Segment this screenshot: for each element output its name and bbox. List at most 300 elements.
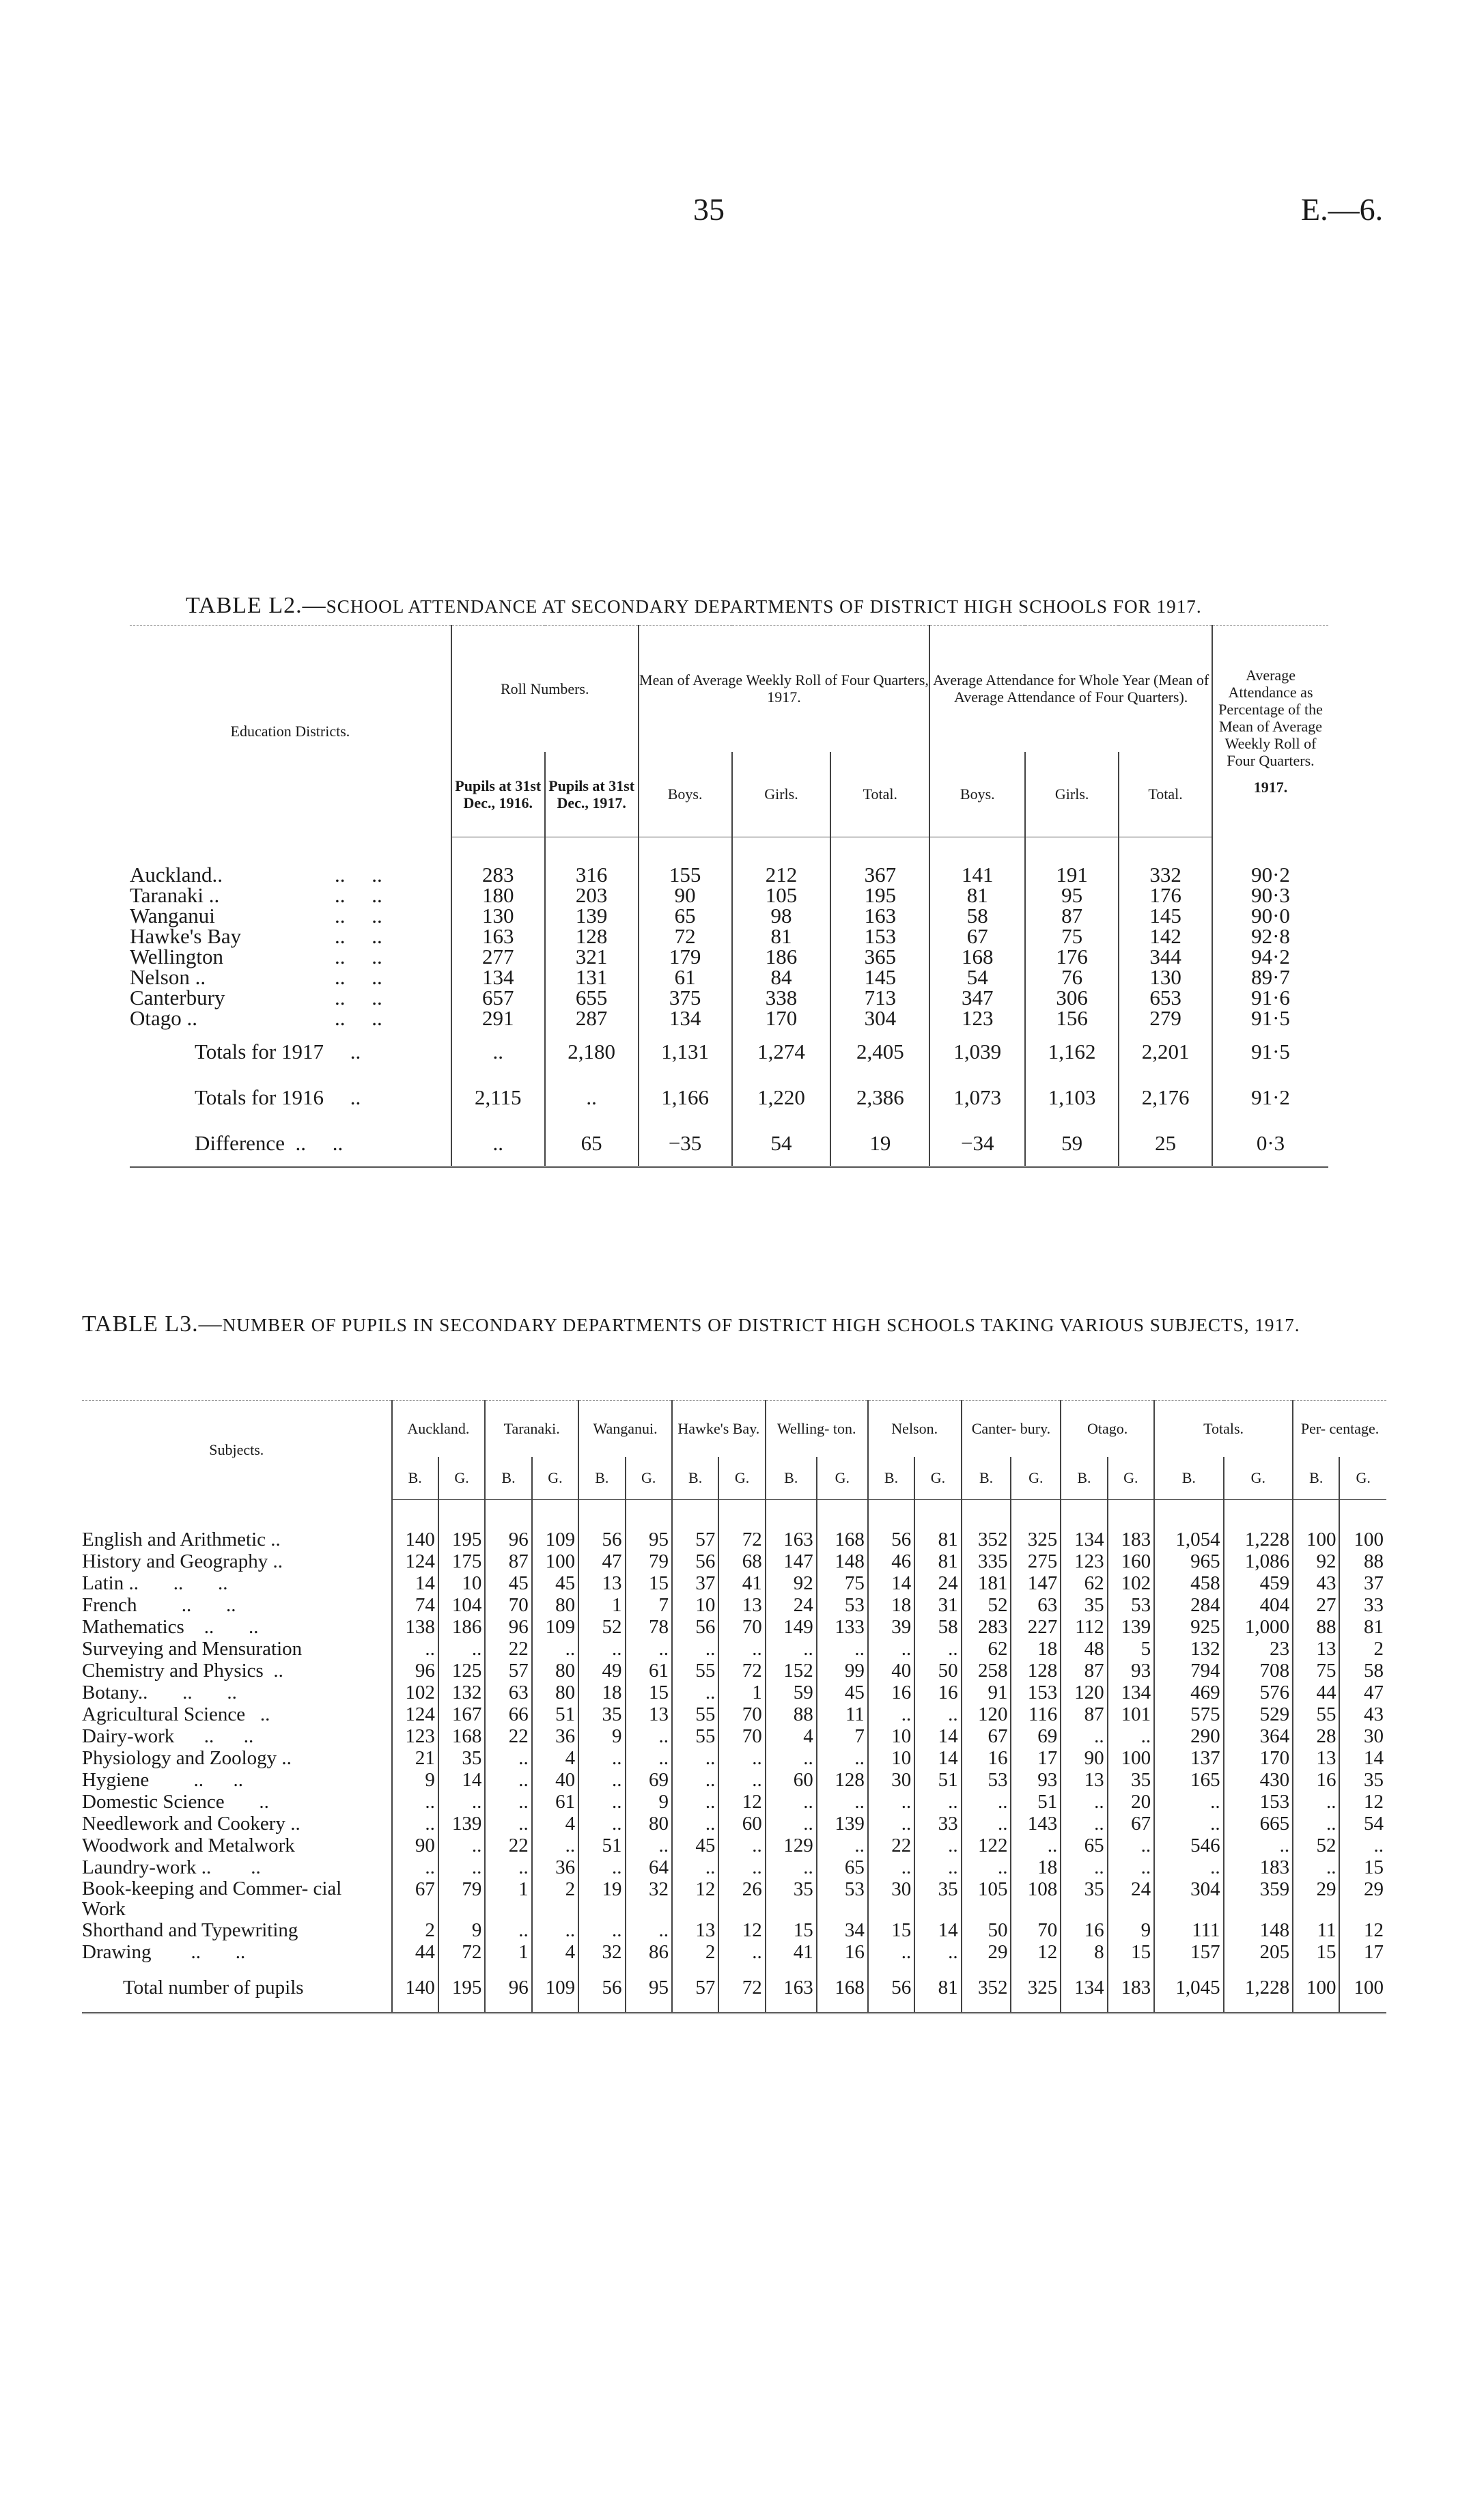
- subject-cell: 52: [578, 1616, 625, 1638]
- total-pupils-cell: 72: [718, 1963, 765, 2014]
- subject-cell: 29: [1293, 1878, 1339, 1919]
- subject-cell: 51: [532, 1703, 578, 1725]
- subject-cell: 74: [392, 1594, 438, 1616]
- subject-cell: 139: [817, 1813, 868, 1835]
- subject-cell: 32: [578, 1941, 625, 1963]
- subject-cell: 35: [766, 1878, 817, 1919]
- subject-cell: 32: [626, 1878, 672, 1919]
- subject-cell: 54: [1339, 1813, 1386, 1835]
- subject-cell: ..: [1061, 1856, 1107, 1878]
- subject-cell: ..: [766, 1638, 817, 1660]
- table-l3: [82, 1400, 1386, 2014]
- cell-at: 653: [1119, 988, 1212, 1008]
- subject-cell: ..: [817, 1835, 868, 1856]
- cell-mt: 365: [830, 947, 929, 967]
- subject-cell: 133: [817, 1616, 868, 1638]
- total-roll1916: ..: [451, 1120, 545, 1167]
- subject-cell: 46: [868, 1550, 914, 1572]
- header-mean-roll: Mean of Average Weekly Roll of Four Quarters, 1917.: [639, 626, 930, 752]
- header-percentage-year: 1917.: [1253, 779, 1288, 796]
- subject-cell: 69: [1011, 1725, 1061, 1747]
- subject-cell: ..: [962, 1813, 1011, 1835]
- district-name: [130, 865, 451, 885]
- subject-cell: 258: [962, 1660, 1011, 1682]
- subject-cell: 4: [766, 1725, 817, 1747]
- subject-cell: 60: [766, 1769, 817, 1791]
- cell-mb: 61: [639, 967, 732, 988]
- cell-ag: 176: [1025, 947, 1119, 967]
- subject-cell: 45: [532, 1572, 578, 1594]
- subject-cell: 65: [817, 1856, 868, 1878]
- subject-cell: 18: [1011, 1856, 1061, 1878]
- header-girls: G.: [1011, 1457, 1061, 1500]
- subject-cell: ..: [868, 1813, 914, 1835]
- subject-cell: 13: [672, 1919, 718, 1941]
- subject-cell: 168: [438, 1725, 485, 1747]
- subject-cell: ..: [766, 1791, 817, 1813]
- leader-dots: .. ..: [335, 1006, 382, 1030]
- table-l2-label: TABLE L2.—: [186, 593, 326, 618]
- subject-cell: ..: [578, 1638, 625, 1660]
- subject-cell: 123: [1061, 1550, 1107, 1572]
- subject-cell: ..: [1061, 1791, 1107, 1813]
- total-pupils-label: Total number of pupils: [123, 1976, 304, 1998]
- subject-cell: ..: [868, 1638, 914, 1660]
- subject-cell: 9: [1108, 1919, 1154, 1941]
- subject-cell: 92: [1293, 1550, 1339, 1572]
- total-pupils-cell: 195: [438, 1963, 485, 2014]
- subject-cell: 16: [817, 1941, 868, 1963]
- subject-cell: 147: [766, 1550, 817, 1572]
- subject-cell: 55: [1293, 1703, 1339, 1725]
- subject-cell: 14: [914, 1919, 961, 1941]
- subject-cell: 576: [1224, 1682, 1293, 1703]
- subject-cell: 13: [1293, 1747, 1339, 1769]
- subject-cell: 14: [392, 1572, 438, 1594]
- header-subjects: Subjects.: [209, 1441, 264, 1458]
- subject-cell: ..: [392, 1856, 438, 1878]
- total-mg: 54: [732, 1120, 831, 1167]
- total-ab: 1,073: [929, 1074, 1025, 1120]
- total-mb: 1,131: [639, 1029, 732, 1074]
- cell-pct: 92·8: [1212, 926, 1328, 947]
- cell-ab: 347: [929, 988, 1025, 1008]
- subject-cell: 31: [914, 1594, 961, 1616]
- header-girls: G.: [1224, 1457, 1293, 1500]
- subject-cell: ..: [672, 1791, 718, 1813]
- cell-pct: 94·2: [1212, 947, 1328, 967]
- header-group: Nelson.: [868, 1401, 962, 1457]
- total-at: 2,176: [1119, 1074, 1212, 1120]
- subject-cell: ..: [532, 1919, 578, 1941]
- total-pupils-cell: 1,228: [1224, 1963, 1293, 2014]
- cell-mt: 145: [830, 967, 929, 988]
- header-boys: B.: [1293, 1457, 1339, 1500]
- subject-cell: ..: [626, 1725, 672, 1747]
- subject-cell: ..: [1011, 1835, 1061, 1856]
- header-avg-attendance: Average Attendance for Whole Year (Mean of Average Attendance of Four Quarters).: [929, 626, 1212, 752]
- cell-at: 145: [1119, 906, 1212, 926]
- total-ag: 1,103: [1025, 1074, 1119, 1120]
- subject-cell: 18: [1011, 1638, 1061, 1660]
- table-l3-row: [82, 1769, 1386, 1791]
- subject-cell: 352: [962, 1529, 1011, 1550]
- subject-cell: 359: [1224, 1878, 1293, 1919]
- subject-cell: 57: [672, 1529, 718, 1550]
- table-l3-row: [82, 1835, 1386, 1856]
- subject-cell: 1,086: [1224, 1550, 1293, 1572]
- header-girls: G.: [626, 1457, 672, 1500]
- subject-cell: 404: [1224, 1594, 1293, 1616]
- subject-cell: 61: [532, 1791, 578, 1813]
- subject-cell: 53: [1108, 1594, 1154, 1616]
- subject-cell: 163: [766, 1529, 817, 1550]
- subject-name: Domestic Science ..: [82, 1790, 269, 1813]
- subject-cell: ..: [914, 1856, 961, 1878]
- subject-cell: 70: [718, 1616, 765, 1638]
- table-l3-row: [82, 1660, 1386, 1682]
- subject-cell: ..: [485, 1747, 531, 1769]
- subject-cell: 72: [438, 1941, 485, 1963]
- cell-mt: 163: [830, 906, 929, 926]
- subject-cell: ..: [578, 1919, 625, 1941]
- header-percentage-text: Average Attendance as Percentage of the Mean of Average Weekly Roll of Four Quarters.: [1218, 667, 1323, 770]
- subject-cell: 160: [1108, 1550, 1154, 1572]
- subject-cell: 14: [438, 1769, 485, 1791]
- subject-cell: 132: [1154, 1638, 1224, 1660]
- cell-ag: 75: [1025, 926, 1119, 947]
- subject-cell: 2: [392, 1919, 438, 1941]
- header-girls: G.: [914, 1457, 961, 1500]
- subject-cell: 35: [1339, 1769, 1386, 1791]
- table-l2-row: [130, 967, 1328, 988]
- subject-name: Needlework and Cookery ..: [82, 1812, 300, 1835]
- subject-cell: ..: [578, 1856, 625, 1878]
- subject-cell: 48: [1061, 1638, 1107, 1660]
- subject-cell: 104: [438, 1594, 485, 1616]
- subject-cell: 14: [868, 1572, 914, 1594]
- cell-roll1916: 134: [451, 967, 545, 988]
- subject-cell: 87: [1061, 1703, 1107, 1725]
- table-l3-row: [82, 1725, 1386, 1747]
- subject-cell: 109: [532, 1529, 578, 1550]
- subject-cell: 1: [718, 1682, 765, 1703]
- subject-cell: 43: [1339, 1703, 1386, 1725]
- cell-mg: 84: [732, 967, 831, 988]
- subject-cell: 9: [578, 1725, 625, 1747]
- subject-cell: 70: [1011, 1919, 1061, 1941]
- table-l2-total-row: [130, 1029, 1328, 1074]
- table-l3-row: [82, 1813, 1386, 1835]
- subject-cell: ..: [718, 1769, 765, 1791]
- subject-cell: 37: [672, 1572, 718, 1594]
- total-pupils-cell: 1,045: [1154, 1963, 1224, 2014]
- total-roll1917: 65: [545, 1120, 639, 1167]
- subject-cell: 50: [914, 1660, 961, 1682]
- subject-cell: 325: [1011, 1529, 1061, 1550]
- subject-cell: 53: [962, 1769, 1011, 1791]
- header-group: Per- centage.: [1293, 1401, 1386, 1457]
- district-name: [130, 885, 451, 906]
- subject-name: English and Arithmetic ..: [82, 1528, 281, 1550]
- table-l3-row: [82, 1941, 1386, 1963]
- total-pupils-cell: 183: [1108, 1963, 1154, 2014]
- subject-cell: 96: [485, 1529, 531, 1550]
- subject-cell: ..: [914, 1941, 961, 1963]
- subject-cell: 12: [718, 1919, 765, 1941]
- leader-dots: .. ..: [335, 904, 382, 928]
- subject-cell: ..: [438, 1791, 485, 1813]
- district-name: [130, 967, 451, 988]
- subject-cell: 63: [1011, 1594, 1061, 1616]
- subject-cell: 14: [1339, 1747, 1386, 1769]
- district-label: Nelson ..: [130, 965, 206, 989]
- subject-cell: 13: [1061, 1769, 1107, 1791]
- subject-cell: 1,054: [1154, 1529, 1224, 1550]
- subject-cell: ..: [1293, 1791, 1339, 1813]
- total-mb: 1,166: [639, 1074, 732, 1120]
- subject-cell: 101: [1108, 1703, 1154, 1725]
- total-label: Totals for 1916 ..: [195, 1085, 361, 1109]
- subject-cell: 51: [914, 1769, 961, 1791]
- subject-cell: 80: [532, 1682, 578, 1703]
- header-boys: B.: [1154, 1457, 1224, 1500]
- table-l3-row: [82, 1856, 1386, 1878]
- total-mt: 2,386: [830, 1074, 929, 1120]
- total-pct: 0·3: [1212, 1120, 1328, 1167]
- district-label: Wanganui: [130, 904, 215, 928]
- table-l2: [130, 625, 1328, 1168]
- subject-cell: 88: [1339, 1550, 1386, 1572]
- subject-cell: 40: [532, 1769, 578, 1791]
- subject-cell: ..: [868, 1856, 914, 1878]
- subject-cell: 65: [1061, 1835, 1107, 1856]
- subject-cell: ..: [672, 1638, 718, 1660]
- subject-cell: 109: [532, 1616, 578, 1638]
- subject-cell: 24: [1108, 1878, 1154, 1919]
- subject-cell: 120: [962, 1703, 1011, 1725]
- subject-name: Mathematics .. ..: [82, 1615, 259, 1638]
- header-boys: B.: [485, 1457, 531, 1500]
- total-label: Totals for 1917 ..: [195, 1039, 361, 1063]
- subject-cell: 152: [766, 1660, 817, 1682]
- subject-cell: ..: [626, 1835, 672, 1856]
- total-ag: 1,162: [1025, 1029, 1119, 1074]
- subject-cell: ..: [1061, 1813, 1107, 1835]
- subject-cell: 35: [1061, 1878, 1107, 1919]
- subject-cell: 10: [672, 1594, 718, 1616]
- cell-at: 332: [1119, 865, 1212, 885]
- total-pupils-cell: 325: [1011, 1963, 1061, 2014]
- subject-cell: 153: [1224, 1791, 1293, 1813]
- subject-cell: 665: [1224, 1813, 1293, 1835]
- subject-cell: 93: [1011, 1769, 1061, 1791]
- subject-cell: 4: [532, 1813, 578, 1835]
- subject-cell: 165: [1154, 1769, 1224, 1791]
- subject-cell: 30: [868, 1878, 914, 1919]
- table-l3-row: [82, 1550, 1386, 1572]
- subject-cell: 17: [1339, 1941, 1386, 1963]
- subject-cell: 100: [532, 1550, 578, 1572]
- subject-cell: ..: [626, 1638, 672, 1660]
- header-group: Canter- bury.: [962, 1401, 1061, 1457]
- subject-cell: 16: [868, 1682, 914, 1703]
- total-mt: 2,405: [830, 1029, 929, 1074]
- subject-cell: 4: [532, 1941, 578, 1963]
- header-mean-total: Total.: [830, 752, 929, 837]
- leader-dots: .. ..: [335, 945, 382, 969]
- subject-cell: 56: [868, 1529, 914, 1550]
- subject-cell: ..: [626, 1919, 672, 1941]
- district-label: Wellington: [130, 945, 223, 969]
- subject-cell: 30: [868, 1769, 914, 1791]
- subject-cell: ..: [1154, 1813, 1224, 1835]
- subject-cell: ..: [672, 1813, 718, 1835]
- subject-cell: 56: [672, 1616, 718, 1638]
- total-ag: 59: [1025, 1120, 1119, 1167]
- subject-cell: 96: [485, 1616, 531, 1638]
- subject-cell: 60: [718, 1813, 765, 1835]
- cell-ab: 141: [929, 865, 1025, 885]
- cell-pct: 91·5: [1212, 1008, 1328, 1029]
- header-att-girls: Girls.: [1025, 752, 1119, 837]
- subject-cell: 55: [672, 1660, 718, 1682]
- subject-cell: 794: [1154, 1660, 1224, 1682]
- total-roll1917: ..: [545, 1074, 639, 1120]
- subject-cell: 29: [1339, 1878, 1386, 1919]
- subject-cell: ..: [1154, 1791, 1224, 1813]
- subject-cell: 22: [868, 1835, 914, 1856]
- subject-cell: 100: [1108, 1747, 1154, 1769]
- total-pupils-cell: 81: [914, 1963, 961, 2014]
- subject-name: Botany.. .. ..: [82, 1681, 237, 1703]
- subject-cell: 22: [485, 1835, 531, 1856]
- subject-cell: 62: [1061, 1572, 1107, 1594]
- cell-mg: 81: [732, 926, 831, 947]
- subject-cell: 58: [914, 1616, 961, 1638]
- table-l2-caption: [186, 593, 1202, 619]
- cell-at: 130: [1119, 967, 1212, 988]
- subject-cell: 2: [672, 1941, 718, 1963]
- subject-cell: ..: [1108, 1856, 1154, 1878]
- cell-pct: 90·2: [1212, 865, 1328, 885]
- subject-cell: 87: [1061, 1660, 1107, 1682]
- subject-cell: 335: [962, 1550, 1011, 1572]
- subject-cell: 102: [392, 1682, 438, 1703]
- subject-cell: 80: [626, 1813, 672, 1835]
- total-pupils-cell: 96: [485, 1963, 531, 2014]
- subject-cell: 12: [1339, 1919, 1386, 1941]
- table-l3-row: [82, 1616, 1386, 1638]
- subject-cell: ..: [766, 1813, 817, 1835]
- cell-roll1916: 163: [451, 926, 545, 947]
- total-at: 25: [1119, 1120, 1212, 1167]
- subject-cell: 81: [914, 1529, 961, 1550]
- cell-mb: 134: [639, 1008, 732, 1029]
- subject-cell: 546: [1154, 1835, 1224, 1856]
- subject-cell: ..: [532, 1835, 578, 1856]
- subject-cell: 1: [485, 1878, 531, 1919]
- cell-mb: 65: [639, 906, 732, 926]
- subject-cell: 132: [438, 1682, 485, 1703]
- subject-cell: 56: [672, 1550, 718, 1572]
- subject-cell: 129: [766, 1835, 817, 1856]
- cell-ag: 191: [1025, 865, 1119, 885]
- subject-cell: ..: [1154, 1856, 1224, 1878]
- subject-cell: 67: [392, 1878, 438, 1919]
- subject-cell: ..: [817, 1638, 868, 1660]
- table-l2-row: [130, 906, 1328, 926]
- cell-roll1916: 291: [451, 1008, 545, 1029]
- cell-pct: 90·3: [1212, 885, 1328, 906]
- subject-cell: ..: [766, 1856, 817, 1878]
- subject-cell: ..: [532, 1638, 578, 1660]
- total-pupils-cell: 109: [532, 1963, 578, 2014]
- table-l3-header-groups: [82, 1401, 1386, 1457]
- cell-ab: 168: [929, 947, 1025, 967]
- subject-name: Physiology and Zoology ..: [82, 1746, 292, 1769]
- subject-cell: 138: [392, 1616, 438, 1638]
- header-group: Taranaki.: [485, 1401, 578, 1457]
- subject-cell: 34: [817, 1919, 868, 1941]
- header-pupils-1916: Pupils at 31st Dec., 1916.: [451, 752, 545, 837]
- subject-cell: 965: [1154, 1550, 1224, 1572]
- subject-cell: 95: [626, 1529, 672, 1550]
- subject-name: Book-keeping and Commer- cial Work: [82, 1877, 347, 1920]
- subject-cell: 122: [962, 1835, 1011, 1856]
- subject-cell: 44: [392, 1941, 438, 1963]
- subject-cell: 79: [626, 1550, 672, 1572]
- subject-cell: 15: [868, 1919, 914, 1941]
- subject-cell: 7: [626, 1594, 672, 1616]
- subject-cell: 33: [914, 1813, 961, 1835]
- subject-cell: ..: [1293, 1813, 1339, 1835]
- subject-cell: 28: [1293, 1725, 1339, 1747]
- page-reference: E.—6.: [1301, 192, 1384, 227]
- header-boys: B.: [578, 1457, 625, 1500]
- cell-mg: 170: [732, 1008, 831, 1029]
- subject-cell: 14: [914, 1747, 961, 1769]
- subject-cell: 925: [1154, 1616, 1224, 1638]
- header-boys: B.: [962, 1457, 1011, 1500]
- subject-cell: ..: [1293, 1856, 1339, 1878]
- subject-cell: 15: [626, 1682, 672, 1703]
- total-pupils-cell: 163: [766, 1963, 817, 2014]
- subject-cell: ..: [868, 1791, 914, 1813]
- subject-cell: 93: [1108, 1660, 1154, 1682]
- subject-cell: 64: [626, 1856, 672, 1878]
- subject-cell: 22: [485, 1725, 531, 1747]
- cell-pct: 90·0: [1212, 906, 1328, 926]
- subject-cell: 45: [817, 1682, 868, 1703]
- header-group: Otago.: [1061, 1401, 1154, 1457]
- cell-mt: 153: [830, 926, 929, 947]
- subject-name: Hygiene .. ..: [82, 1768, 243, 1791]
- subject-cell: 23: [1224, 1638, 1293, 1660]
- subject-name: Laundry-work .. ..: [82, 1856, 261, 1878]
- total-roll1916: ..: [451, 1029, 545, 1074]
- subject-cell: 26: [718, 1878, 765, 1919]
- subject-cell: 24: [766, 1594, 817, 1616]
- subject-cell: 47: [1339, 1682, 1386, 1703]
- subject-cell: 10: [438, 1572, 485, 1594]
- district-name: [130, 1008, 451, 1029]
- subject-cell: 124: [392, 1550, 438, 1572]
- table-l2-row: [130, 865, 1328, 885]
- subject-cell: 123: [392, 1725, 438, 1747]
- subject-cell: ..: [438, 1835, 485, 1856]
- subject-cell: 52: [1293, 1835, 1339, 1856]
